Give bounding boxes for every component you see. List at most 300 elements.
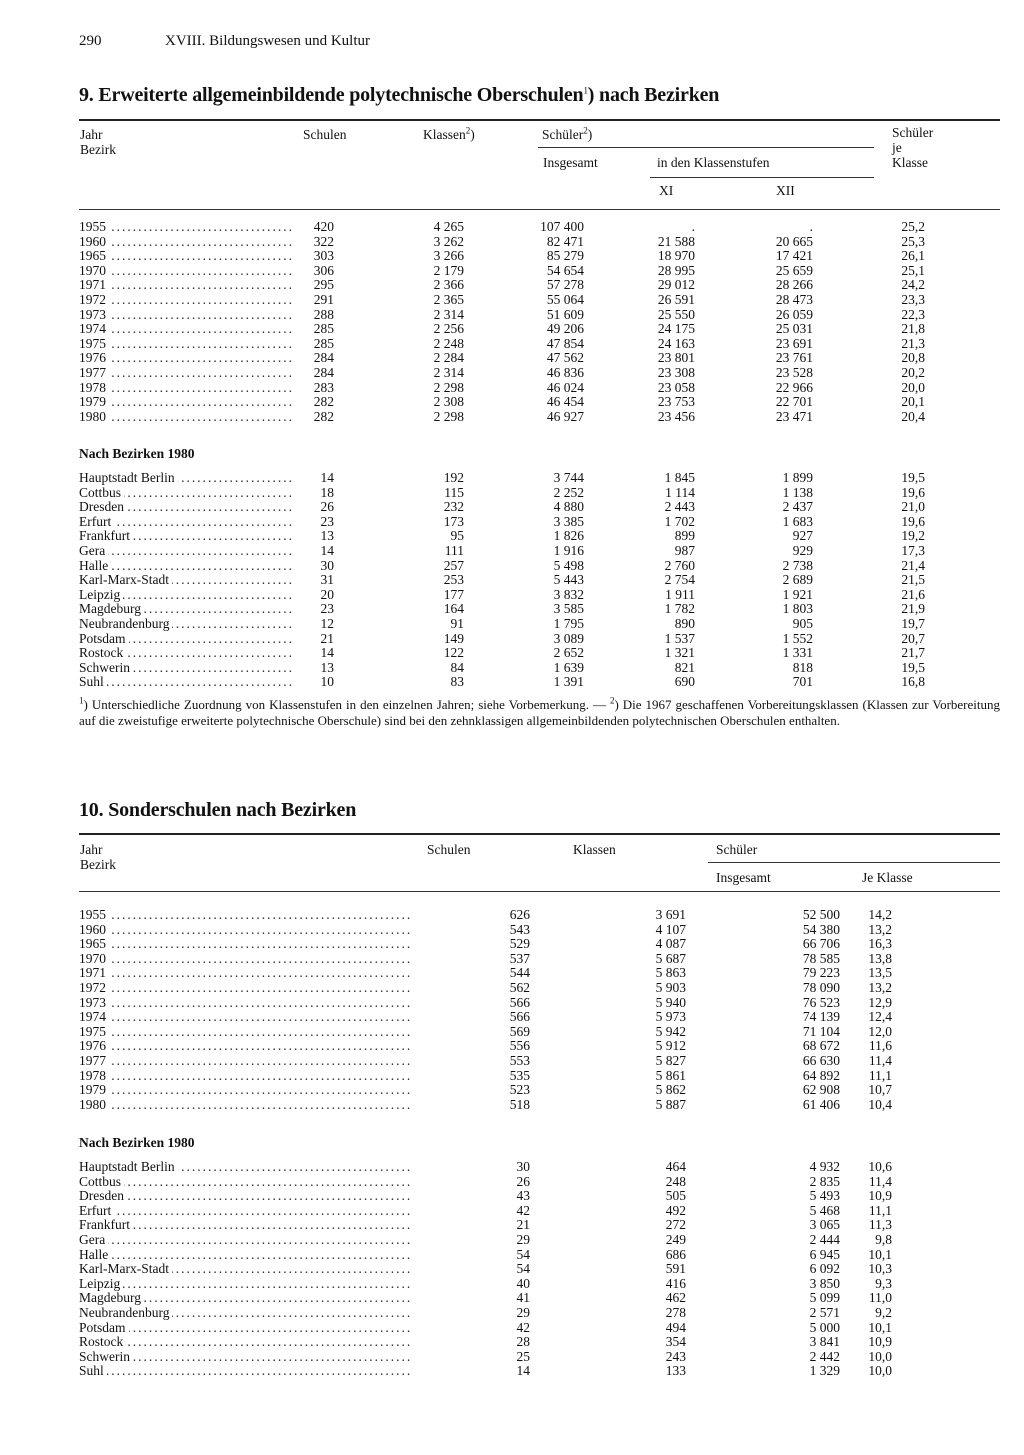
row-label: Karl-Marx-Stadt ..... (79, 1262, 412, 1277)
table-row (79, 559, 925, 574)
table-cell: 1 329 (809, 1364, 840, 1379)
table-row (79, 588, 925, 603)
table-row (79, 1262, 892, 1277)
row-label: Erfurt ..... (79, 515, 294, 530)
table-cell: 11,0 (868, 1291, 892, 1306)
table-cell: 2 754 (664, 573, 695, 588)
table-cell: 2 365 (433, 292, 464, 307)
table-cell: 25 031 (775, 322, 813, 337)
table-cell: 47 854 (546, 336, 584, 351)
row-label: 1978 ..... (79, 381, 294, 396)
table-cell: 24 163 (657, 336, 695, 351)
table-cell: 1 683 (782, 514, 813, 529)
table-cell: 1 795 (553, 616, 584, 631)
table-cell: 24 175 (657, 322, 695, 337)
table-cell: 626 (509, 908, 530, 922)
row-label: 1976 ..... (79, 1039, 412, 1054)
table-cell: 26 (320, 500, 334, 515)
table9-footnotes: $^1$) Unterschiedliche Zuordnung von Klassenstufen in den einzelnen Jahren; siehe Vorbemerkung. — $^2$) Die 1967 geschaffenen Vorbereitungsklassen (Klassen zur Vorbereitung auf die zweistufige erweiterte polytechnische Oberschule) sind bei den zehnklassigen allgemeinbildenden polytechnischen Oberschulen enthalten. (79, 695, 1000, 728)
table-row (79, 661, 925, 676)
table-cell: 46 927 (546, 409, 584, 424)
table-cell: 9,2 (875, 1305, 892, 1320)
table-row (79, 1248, 892, 1263)
row-label: Halle ..... (79, 559, 294, 574)
table-cell: 899 (674, 529, 695, 544)
table-cell: 192 (443, 471, 464, 485)
table-cell: 20,2 (901, 365, 925, 380)
table-row (79, 500, 925, 515)
row-label: Suhl ..... (79, 1364, 412, 1379)
table-cell: 420 (313, 220, 334, 234)
section-title: XVIII. Bildungswesen und Kultur (165, 33, 370, 49)
table-cell: 19,6 (901, 514, 925, 529)
table-row (79, 675, 925, 690)
table-cell: 31 (320, 573, 334, 588)
table-cell: 416 (665, 1276, 686, 1291)
row-label: 1975 ..... (79, 1025, 412, 1040)
col-schueler-header: Schüler$^2$) (542, 125, 593, 142)
table-cell: 818 (792, 660, 813, 675)
table-cell: 4 265 (433, 220, 464, 234)
table-cell: 21,9 (901, 602, 925, 617)
table-cell: 111 (444, 543, 464, 558)
table-cell: 4 880 (553, 500, 584, 515)
table-cell: 6 092 (809, 1262, 840, 1277)
row-label: 1974 ..... (79, 322, 294, 337)
table-cell: 13,8 (868, 951, 892, 966)
table-cell: 21,4 (901, 558, 925, 573)
table-cell: 20 665 (775, 234, 813, 249)
row-label: Halle ..... (79, 1248, 412, 1263)
table-cell: 46 836 (546, 365, 584, 380)
table-row (79, 1277, 892, 1292)
table-cell: 62 908 (802, 1083, 840, 1098)
table-cell: 1 331 (782, 646, 813, 661)
klassenstufen-span-rule (650, 177, 874, 178)
table-row (79, 278, 925, 293)
table-cell: 1 702 (664, 514, 695, 529)
table-cell: 25,2 (901, 220, 925, 234)
table-cell: 1 803 (782, 602, 813, 617)
table-cell: 18 (320, 485, 334, 500)
table-row (79, 1350, 892, 1365)
table-cell: 10,6 (868, 1160, 892, 1174)
table-row (79, 308, 925, 323)
table-cell: 20,1 (901, 395, 925, 410)
row-label: Magdeburg ..... (79, 1291, 412, 1306)
row-label: Leipzig ..... (79, 1277, 412, 1292)
table-cell: 54 (516, 1247, 530, 1262)
table-cell: 5 973 (655, 1010, 686, 1025)
table-row (79, 1054, 892, 1069)
table-cell: 20,4 (901, 409, 925, 424)
table-cell: 17 421 (775, 249, 813, 264)
table-cell: 11,4 (868, 1174, 892, 1189)
table-cell: 9,3 (875, 1276, 892, 1291)
table-cell: 4 107 (655, 922, 686, 937)
table-cell: 1 916 (553, 543, 584, 558)
table-cell: 21,3 (901, 336, 925, 351)
row-label: Neubrandenburg ..... (79, 1306, 412, 1321)
table-cell: 3 841 (809, 1335, 840, 1350)
row-label: 1973 ..... (79, 308, 294, 323)
table-cell: 21,7 (901, 646, 925, 661)
table-cell: 21,5 (901, 573, 925, 588)
table-cell: 1 391 (553, 675, 584, 690)
table-row (79, 937, 892, 952)
table-cell: 10,0 (868, 1349, 892, 1364)
table-cell: 291 (313, 292, 334, 307)
table-row (79, 410, 925, 425)
table-cell: 5 940 (655, 995, 686, 1010)
table10-top-rule (79, 833, 1000, 835)
table-cell: 30 (320, 558, 334, 573)
table-cell: 24,2 (901, 278, 925, 293)
table-row (79, 395, 925, 410)
table-cell: 23 753 (657, 395, 695, 410)
table-row (79, 1069, 892, 1084)
row-label: 1955 ..... (79, 908, 412, 923)
table-cell: 20,0 (901, 380, 925, 395)
table-cell: 1 826 (553, 529, 584, 544)
table-cell: 569 (509, 1024, 530, 1039)
table-cell: 52 500 (802, 908, 840, 922)
table-cell: 28 995 (657, 263, 695, 278)
table-row (79, 1175, 892, 1190)
table-cell: 22,3 (901, 307, 925, 322)
table-cell: 5 099 (809, 1291, 840, 1306)
table-cell: 43 (516, 1189, 530, 1204)
table-cell: 42 (516, 1320, 530, 1335)
table9-title: 9. Erweiterte allgemeinbildende polytechnische Oberschulen$^1$) nach Bezirken (79, 84, 720, 106)
table-cell: 295 (313, 278, 334, 293)
table-cell: 177 (443, 587, 464, 602)
table-cell: 2 248 (433, 336, 464, 351)
table-cell: 28 266 (775, 278, 813, 293)
table-cell: 5 443 (553, 573, 584, 588)
table-cell: 115 (444, 485, 464, 500)
row-label: 1977 ..... (79, 1054, 412, 1069)
col-insgesamt-header: Insgesamt (543, 155, 598, 170)
table-cell: 85 279 (546, 249, 584, 264)
table-cell: 13,2 (868, 922, 892, 937)
table-cell: 562 (509, 980, 530, 995)
table-cell: 21,0 (901, 500, 925, 515)
table-cell: 68 672 (802, 1039, 840, 1054)
table-cell: 13,2 (868, 980, 892, 995)
table-cell: 4 932 (809, 1160, 840, 1174)
table-cell: 20,7 (901, 631, 925, 646)
table-cell: 20 (320, 587, 334, 602)
row-label: Cottbus ..... (79, 486, 294, 501)
row-label: 1972 ..... (79, 293, 294, 308)
table-cell: 23 691 (775, 336, 813, 351)
table-cell: 11,3 (868, 1218, 892, 1233)
table-cell: 51 609 (546, 307, 584, 322)
table-cell: 3 832 (553, 587, 584, 602)
table-row (79, 1233, 892, 1248)
table-cell: 494 (665, 1320, 686, 1335)
table-cell: 5 903 (655, 980, 686, 995)
table-cell: 14,2 (868, 908, 892, 922)
table-row (79, 573, 925, 588)
table10-subheading: Nach Bezirken 1980 (79, 1135, 195, 1150)
table-cell: 2 442 (809, 1349, 840, 1364)
table-cell: 76 523 (802, 995, 840, 1010)
table-cell: 78 090 (802, 980, 840, 995)
table-cell: 5 912 (655, 1039, 686, 1054)
table-row (79, 322, 925, 337)
row-label: 1975 ..... (79, 337, 294, 352)
row-label: Magdeburg ..... (79, 602, 294, 617)
table-row (79, 1321, 892, 1336)
table-cell: 1 899 (782, 471, 813, 485)
table-cell: 2 252 (553, 485, 584, 500)
table-cell: 79 223 (802, 966, 840, 981)
col-jeklasse-header: Je Klasse (862, 870, 913, 885)
table-cell: 19,7 (901, 616, 925, 631)
table-row (79, 1291, 892, 1306)
table-row (79, 1204, 892, 1219)
row-label: 1973 ..... (79, 996, 412, 1011)
running-header (79, 33, 370, 50)
table-cell: 16,8 (901, 675, 925, 690)
table-cell: 535 (509, 1068, 530, 1083)
table-cell: 122 (443, 646, 464, 661)
table-cell: 3 744 (553, 471, 584, 485)
table-cell: 61 406 (802, 1097, 840, 1112)
table-cell: 19,5 (901, 660, 925, 675)
table-cell: 10,1 (868, 1320, 892, 1335)
table-cell: 42 (516, 1203, 530, 1218)
row-label: 1974 ..... (79, 1010, 412, 1025)
table-row (79, 1189, 892, 1204)
row-label: 1960 ..... (79, 923, 412, 938)
table-cell: 25,3 (901, 234, 925, 249)
table-cell: 3 385 (553, 514, 584, 529)
table-cell: 2 256 (433, 322, 464, 337)
table-cell: 21,6 (901, 587, 925, 602)
table-cell: 243 (665, 1349, 686, 1364)
table9-subheading: Nach Bezirken 1980 (79, 446, 195, 461)
table-cell: 257 (443, 558, 464, 573)
table-cell: 14 (320, 471, 334, 485)
row-label: 1971 ..... (79, 966, 412, 981)
table-cell: 5 827 (655, 1053, 686, 1068)
table-cell: 64 892 (802, 1068, 840, 1083)
row-label: 1970 ..... (79, 952, 412, 967)
table-cell: 5 861 (655, 1068, 686, 1083)
table-row (79, 1025, 892, 1040)
row-label: Gera ..... (79, 1233, 412, 1248)
table-cell: 3 065 (809, 1218, 840, 1233)
table-cell: 21,8 (901, 322, 925, 337)
table-cell: 22 966 (775, 380, 813, 395)
table-cell: 543 (509, 922, 530, 937)
table-cell: 2 366 (433, 278, 464, 293)
row-label: 1971 ..... (79, 278, 294, 293)
table-cell: 12 (320, 616, 334, 631)
table-cell: 149 (443, 631, 464, 646)
table-cell: 3 850 (809, 1276, 840, 1291)
table-cell: 23 471 (775, 409, 813, 424)
table-cell: 591 (665, 1262, 686, 1277)
table-cell: 1 114 (665, 485, 695, 500)
table-row (79, 381, 925, 396)
table-row (79, 1335, 892, 1350)
table-cell: 23 (320, 602, 334, 617)
row-label: 1980 ..... (79, 410, 294, 425)
schueler-span-rule (708, 862, 1000, 863)
table-cell: 164 (443, 602, 464, 617)
table10-bezirke (79, 1160, 892, 1379)
table-cell: 23 528 (775, 365, 813, 380)
table-cell: 690 (674, 675, 695, 690)
table-cell: 11,1 (868, 1203, 892, 1218)
table-cell: 25 (516, 1349, 530, 1364)
row-label: 1977 ..... (79, 366, 294, 381)
table-cell: 2 444 (809, 1232, 840, 1247)
table-cell: 41 (516, 1291, 530, 1306)
table-cell: 82 471 (546, 234, 584, 249)
table-cell: 71 104 (802, 1024, 840, 1039)
table-cell: 566 (509, 1010, 530, 1025)
table-cell: 26 591 (657, 292, 695, 307)
table-row (79, 632, 925, 647)
table-cell: 322 (313, 234, 334, 249)
table-cell: 10,9 (868, 1189, 892, 1204)
table-cell: 1 921 (782, 587, 813, 602)
table-cell: 23 058 (657, 380, 695, 395)
table-cell: 11,4 (868, 1053, 892, 1068)
table-row (79, 617, 925, 632)
table-cell: 2 298 (433, 409, 464, 424)
col-insgesamt-header: Insgesamt (716, 870, 771, 885)
table-cell: 12,0 (868, 1024, 892, 1039)
table-row (79, 1218, 892, 1233)
table-cell: 95 (450, 529, 464, 544)
table-cell: 13 (320, 660, 334, 675)
table-cell: 5 498 (553, 558, 584, 573)
table-cell: 19,6 (901, 485, 925, 500)
table-cell: 544 (509, 966, 530, 981)
table-cell: 23 761 (775, 351, 813, 366)
table-cell: 23,3 (901, 292, 925, 307)
table-row (79, 264, 925, 279)
table-row (79, 337, 925, 352)
row-label: 1980 ..... (79, 1098, 412, 1113)
table-row (79, 351, 925, 366)
col-jeklasse-header-2: je (892, 140, 902, 155)
table-row (79, 923, 892, 938)
table-cell: 10,0 (868, 1364, 892, 1379)
table-row (79, 249, 925, 264)
table-cell: 701 (792, 675, 813, 690)
table-cell: 6 945 (809, 1247, 840, 1262)
table-cell: 17,3 (901, 543, 925, 558)
table-cell: 84 (450, 660, 464, 675)
table-cell: 46 024 (546, 380, 584, 395)
table-row (79, 602, 925, 617)
table-cell: 10,4 (868, 1097, 892, 1112)
table-row (79, 908, 892, 923)
table-cell: 5 468 (809, 1203, 840, 1218)
table-row (79, 646, 925, 661)
table-cell: 283 (313, 380, 334, 395)
col-jahr-header: Jahr (80, 842, 103, 857)
table-cell: 57 278 (546, 278, 584, 293)
table-cell: 21 (320, 631, 334, 646)
col-schulen-header: Schulen (303, 127, 347, 142)
col-bezirk-header: Bezirk (80, 857, 116, 872)
table-cell: 30 (516, 1160, 530, 1174)
table-cell: 890 (674, 616, 695, 631)
table-cell: 929 (792, 543, 813, 558)
table-cell: 55 064 (546, 292, 584, 307)
table-cell: 284 (313, 365, 334, 380)
col-xii-header: XII (776, 183, 795, 198)
table-cell: 3 262 (433, 234, 464, 249)
table-cell: 1 138 (782, 485, 813, 500)
table-cell: 9,8 (875, 1232, 892, 1247)
row-label: Rostock ..... (79, 1335, 412, 1350)
table-cell: 10 (320, 675, 334, 690)
table-cell: 47 562 (546, 351, 584, 366)
row-label: Leipzig ..... (79, 588, 294, 603)
table9-bezirke (79, 471, 925, 690)
table-cell: 2 760 (664, 558, 695, 573)
table-cell: 66 706 (802, 937, 840, 952)
table-cell: 26 059 (775, 307, 813, 322)
table-cell: 28 (516, 1335, 530, 1350)
col-klassen-header: Klassen$^2$) (423, 125, 475, 142)
table-row (79, 293, 925, 308)
table-cell: 54 380 (802, 922, 840, 937)
table-cell: 14 (320, 646, 334, 661)
table9-header-bottom-rule (79, 209, 1000, 210)
table-cell: 23 (320, 514, 334, 529)
table-row (79, 1010, 892, 1025)
table-cell: 91 (450, 616, 464, 631)
table-row (79, 1364, 892, 1379)
table-cell: 74 139 (802, 1010, 840, 1025)
col-klassenstufen-header: in den Klassenstufen (657, 155, 770, 170)
row-label: 1976 ..... (79, 351, 294, 366)
table-cell: 13,5 (868, 966, 892, 981)
table-cell: 21 588 (657, 234, 695, 249)
table-cell: 66 630 (802, 1053, 840, 1068)
row-label: Frankfurt ..... (79, 529, 294, 544)
row-label: Rostock ..... (79, 646, 294, 661)
table-cell: 537 (509, 951, 530, 966)
col-schulen-header: Schulen (427, 842, 471, 857)
table-cell: 2 179 (433, 263, 464, 278)
table-cell: 173 (443, 514, 464, 529)
table-row (79, 1083, 892, 1098)
footnote-marker: 1 (583, 85, 588, 96)
table-cell: 1 552 (782, 631, 813, 646)
table-cell: 2 284 (433, 351, 464, 366)
table-cell: 23 308 (657, 365, 695, 380)
row-label: Dresden ..... (79, 500, 294, 515)
col-klassen-header: Klassen (573, 842, 616, 857)
row-label: 1965 ..... (79, 249, 294, 264)
table-row (79, 529, 925, 544)
table-cell: 29 012 (657, 278, 695, 293)
table-row (79, 1098, 892, 1113)
table-cell: 25,1 (901, 263, 925, 278)
table-row (79, 544, 925, 559)
